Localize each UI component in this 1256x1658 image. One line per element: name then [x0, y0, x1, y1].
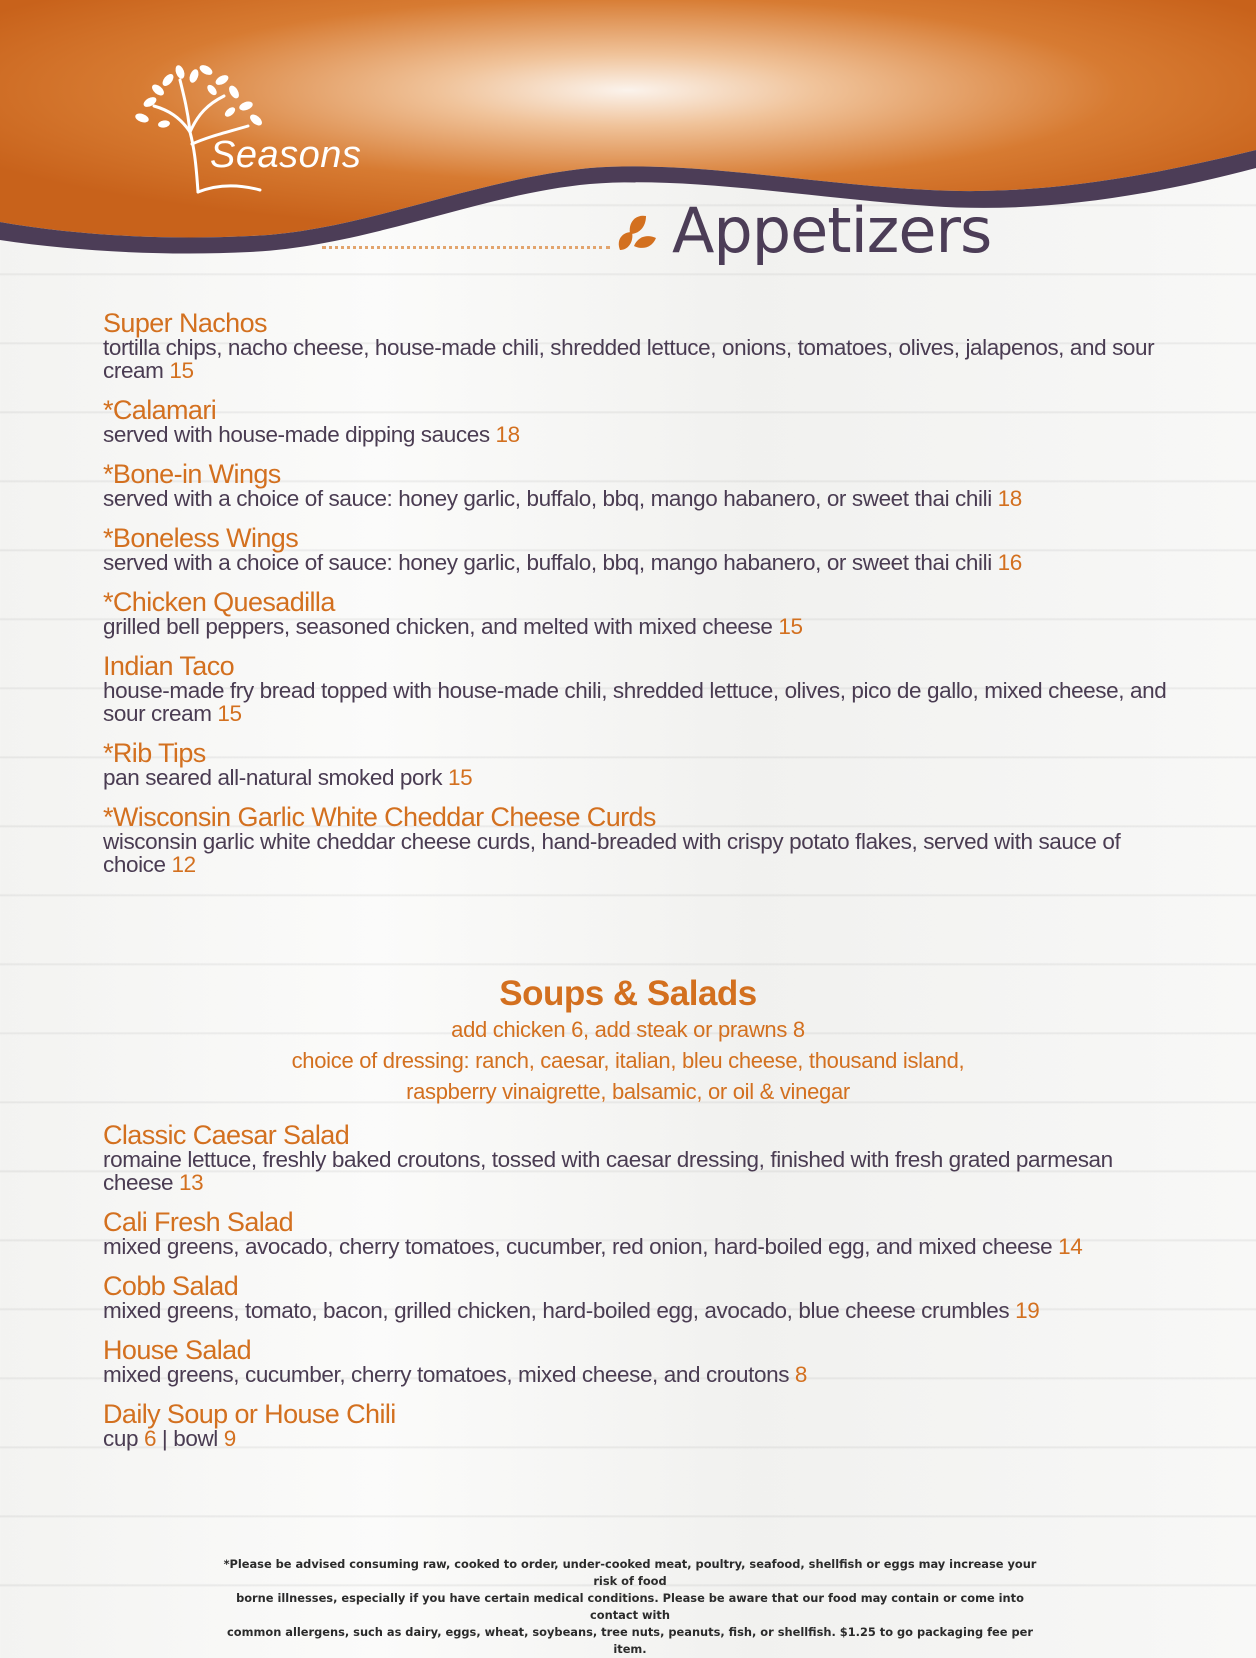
- item-description: mixed greens, avocado, cherry tomatoes, cucumber, red onion, hard-boiled egg, and mixed cheese 14: [103, 1234, 1083, 1259]
- menu-item: [103, 804, 1183, 876]
- item-price: 13: [179, 1170, 204, 1195]
- menu-item: [103, 310, 1183, 382]
- item-description: romaine lettuce, freshly baked croutons, tossed with caesar dressing, finished with fresh grated parmesan cheese 13: [103, 1147, 1113, 1195]
- item-description: served with a choice of sauce: honey garlic, buffalo, bbq, mango habanero, or sweet thai chili 18: [103, 486, 1022, 511]
- menu-item: [103, 461, 1183, 510]
- food-safety-disclaimer: [215, 1556, 1045, 1658]
- dressing-note-line1: choice of dressing: ranch, caesar, italian, bleu cheese, thousand island,: [291, 1048, 965, 1073]
- menu-item: [103, 1337, 1183, 1386]
- item-description: house-made fry bread topped with house-made chili, shredded lettuce, olives, pico de gallo, mixed cheese, and sour cream 15: [103, 678, 1167, 726]
- menu-item: [103, 397, 1183, 446]
- item-price: 15: [217, 701, 242, 726]
- menu-item: [103, 1401, 1183, 1450]
- menu-item: [103, 1273, 1183, 1322]
- disclaimer-line: common allergens, such as dairy, eggs, wheat, soybeans, tree nuts, peanuts, fish, or shellfish. $1.25 to go packaging fee per item.: [227, 1625, 1033, 1656]
- menu-item: [103, 1122, 1183, 1194]
- soups-salads-header: [0, 974, 1256, 1107]
- dressing-note-line2: raspberry vinaigrette, balsamic, or oil & vinegar: [406, 1079, 850, 1104]
- item-price: 18: [997, 486, 1022, 511]
- disclaimer-line: borne illnesses, especially if you have certain medical conditions. Please be aware that our food may contain or come into contact with: [236, 1591, 1024, 1622]
- menu-item: [103, 589, 1183, 638]
- item-description: pan seared all-natural smoked pork 15: [103, 765, 473, 790]
- item-price: 15: [169, 358, 194, 383]
- item-name: *Calamari: [103, 395, 217, 425]
- item-name: Super Nachos: [103, 308, 267, 338]
- item-description: mixed greens, cucumber, cherry tomatoes, mixed cheese, and croutons 8: [103, 1362, 808, 1387]
- item-description: mixed greens, tomato, bacon, grilled chicken, hard-boiled egg, avocado, blue cheese crumbles 19: [103, 1298, 1040, 1323]
- bowl-price: 9: [223, 1426, 236, 1451]
- price-separator: |: [161, 1426, 168, 1451]
- item-price: 15: [447, 765, 473, 790]
- appetizers-title: Appetizers: [672, 194, 992, 267]
- item-description: tortilla chips, nacho cheese, house-made chili, shredded lettuce, onions, tomatoes, olives, jalapenos, and sour cream 15: [103, 335, 1155, 383]
- tree-logo-icon: [128, 62, 408, 202]
- item-price: 12: [171, 852, 196, 877]
- item-name: *Boneless Wings: [103, 523, 299, 553]
- item-price: 15: [778, 614, 803, 639]
- menu-item: [103, 653, 1183, 725]
- brand-name: Seasons: [210, 134, 362, 176]
- menu-item: [103, 525, 1183, 574]
- item-description: served with a choice of sauce: honey garlic, buffalo, bbq, mango habanero, or sweet thai chili 16: [103, 550, 1022, 575]
- item-price: 16: [997, 550, 1022, 575]
- item-price: 8: [794, 1362, 808, 1387]
- soups-salads-title: Soups & Salads: [499, 974, 757, 1013]
- item-name: *Bone-in Wings: [103, 459, 281, 489]
- item-name: Cali Fresh Salad: [103, 1207, 293, 1237]
- item-name: House Salad: [103, 1335, 252, 1365]
- item-name: *Chicken Quesadilla: [103, 587, 335, 617]
- dotted-divider: [322, 246, 610, 249]
- item-name: Indian Taco: [103, 651, 235, 681]
- item-description: served with house-made dipping sauces 18: [103, 422, 520, 447]
- soups-salads-list: [103, 1122, 1183, 1465]
- item-description: grilled bell peppers, seasoned chicken, and melted with mixed cheese 15: [103, 614, 803, 639]
- addons-note: add chicken 6, add steak or prawns 8: [451, 1017, 805, 1042]
- cup-price: 6: [143, 1426, 157, 1451]
- item-name: *Rib Tips: [103, 738, 206, 768]
- item-description: cup 6 | bowl 9: [103, 1426, 236, 1451]
- item-name: Cobb Salad: [103, 1271, 239, 1301]
- leaf-icon: [614, 210, 658, 256]
- item-price: 18: [495, 422, 520, 447]
- item-name: *Wisconsin Garlic White Cheddar Cheese Curds: [103, 802, 656, 832]
- item-name: Classic Caesar Salad: [103, 1120, 350, 1150]
- item-price: 19: [1015, 1298, 1040, 1323]
- item-name: Daily Soup or House Chili: [103, 1399, 396, 1429]
- item-description: wisconsin garlic white cheddar cheese curds, hand-breaded with crispy potato flakes, served with sauce of choice 12: [103, 829, 1121, 877]
- menu-item: [103, 740, 1183, 789]
- item-price: 14: [1058, 1234, 1083, 1259]
- disclaimer-line: *Please be advised consuming raw, cooked to order, under-cooked meat, poultry, seafood, shellfish or eggs may increase your risk of food: [223, 1557, 1037, 1588]
- menu-item: [103, 1209, 1183, 1258]
- appetizers-list: [103, 310, 1183, 891]
